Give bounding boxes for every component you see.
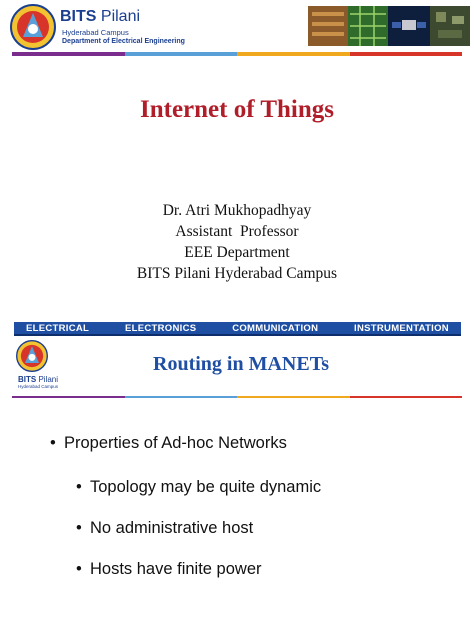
rule-segment <box>12 396 125 398</box>
band-item-electrical: ELECTRICAL <box>26 322 90 334</box>
sub-bullet-item <box>76 560 262 579</box>
header-banner-image <box>308 6 470 46</box>
stripe-segment <box>125 52 238 56</box>
stripe-segment <box>350 52 463 56</box>
bullet-dot-icon: • <box>76 560 82 578</box>
stripe-segment <box>237 52 350 56</box>
author-department: EEE Department <box>184 244 290 261</box>
author-name: Dr. Atri Mukhopadhyay <box>162 202 312 219</box>
bullet-item <box>50 434 287 453</box>
bits-logo <box>10 4 56 50</box>
department-name: Department of Electrical Engineering <box>62 38 185 45</box>
slide-title: Routing in MANETs <box>153 353 329 375</box>
band-item-instrumentation: INSTRUMENTATION <box>354 322 449 334</box>
brand-name: BITS Pilani <box>60 8 141 25</box>
sub-bullet-text: Hosts have finite power <box>90 560 262 578</box>
bullet-text: Properties of Ad-hoc Networks <box>64 434 287 452</box>
band-item-electronics: ELECTRONICS <box>124 322 197 334</box>
rule-segment <box>350 396 463 398</box>
stripe-segment <box>12 52 125 56</box>
header-color-stripe <box>12 52 462 56</box>
bullet-dot-icon: • <box>50 434 56 452</box>
sub-bullet-text: No administrative host <box>90 519 254 537</box>
sub-bullet-item <box>76 478 321 497</box>
rule-segment <box>125 396 238 398</box>
rule-segment <box>237 396 350 398</box>
title-color-rule <box>12 396 462 398</box>
bullet-dot-icon: • <box>76 519 82 537</box>
author-position: Assistant Professor <box>175 223 299 240</box>
sub-bullet-item <box>76 519 253 538</box>
author-campus: BITS Pilani Hyderabad Campus <box>136 265 338 282</box>
author-block <box>0 200 474 284</box>
band-item-communication: COMMUNICATION <box>232 322 319 334</box>
campus-name: Hyderabad Campus <box>62 28 129 37</box>
slide-title: Internet of Things <box>139 96 334 123</box>
discipline-band <box>14 322 461 336</box>
bullet-dot-icon: • <box>76 478 82 496</box>
campus-name-small: Hyderabad Campus <box>18 384 59 389</box>
sub-bullet-text: Topology may be quite dynamic <box>90 478 322 496</box>
brand-name-small: BITS Pilani <box>18 375 59 384</box>
